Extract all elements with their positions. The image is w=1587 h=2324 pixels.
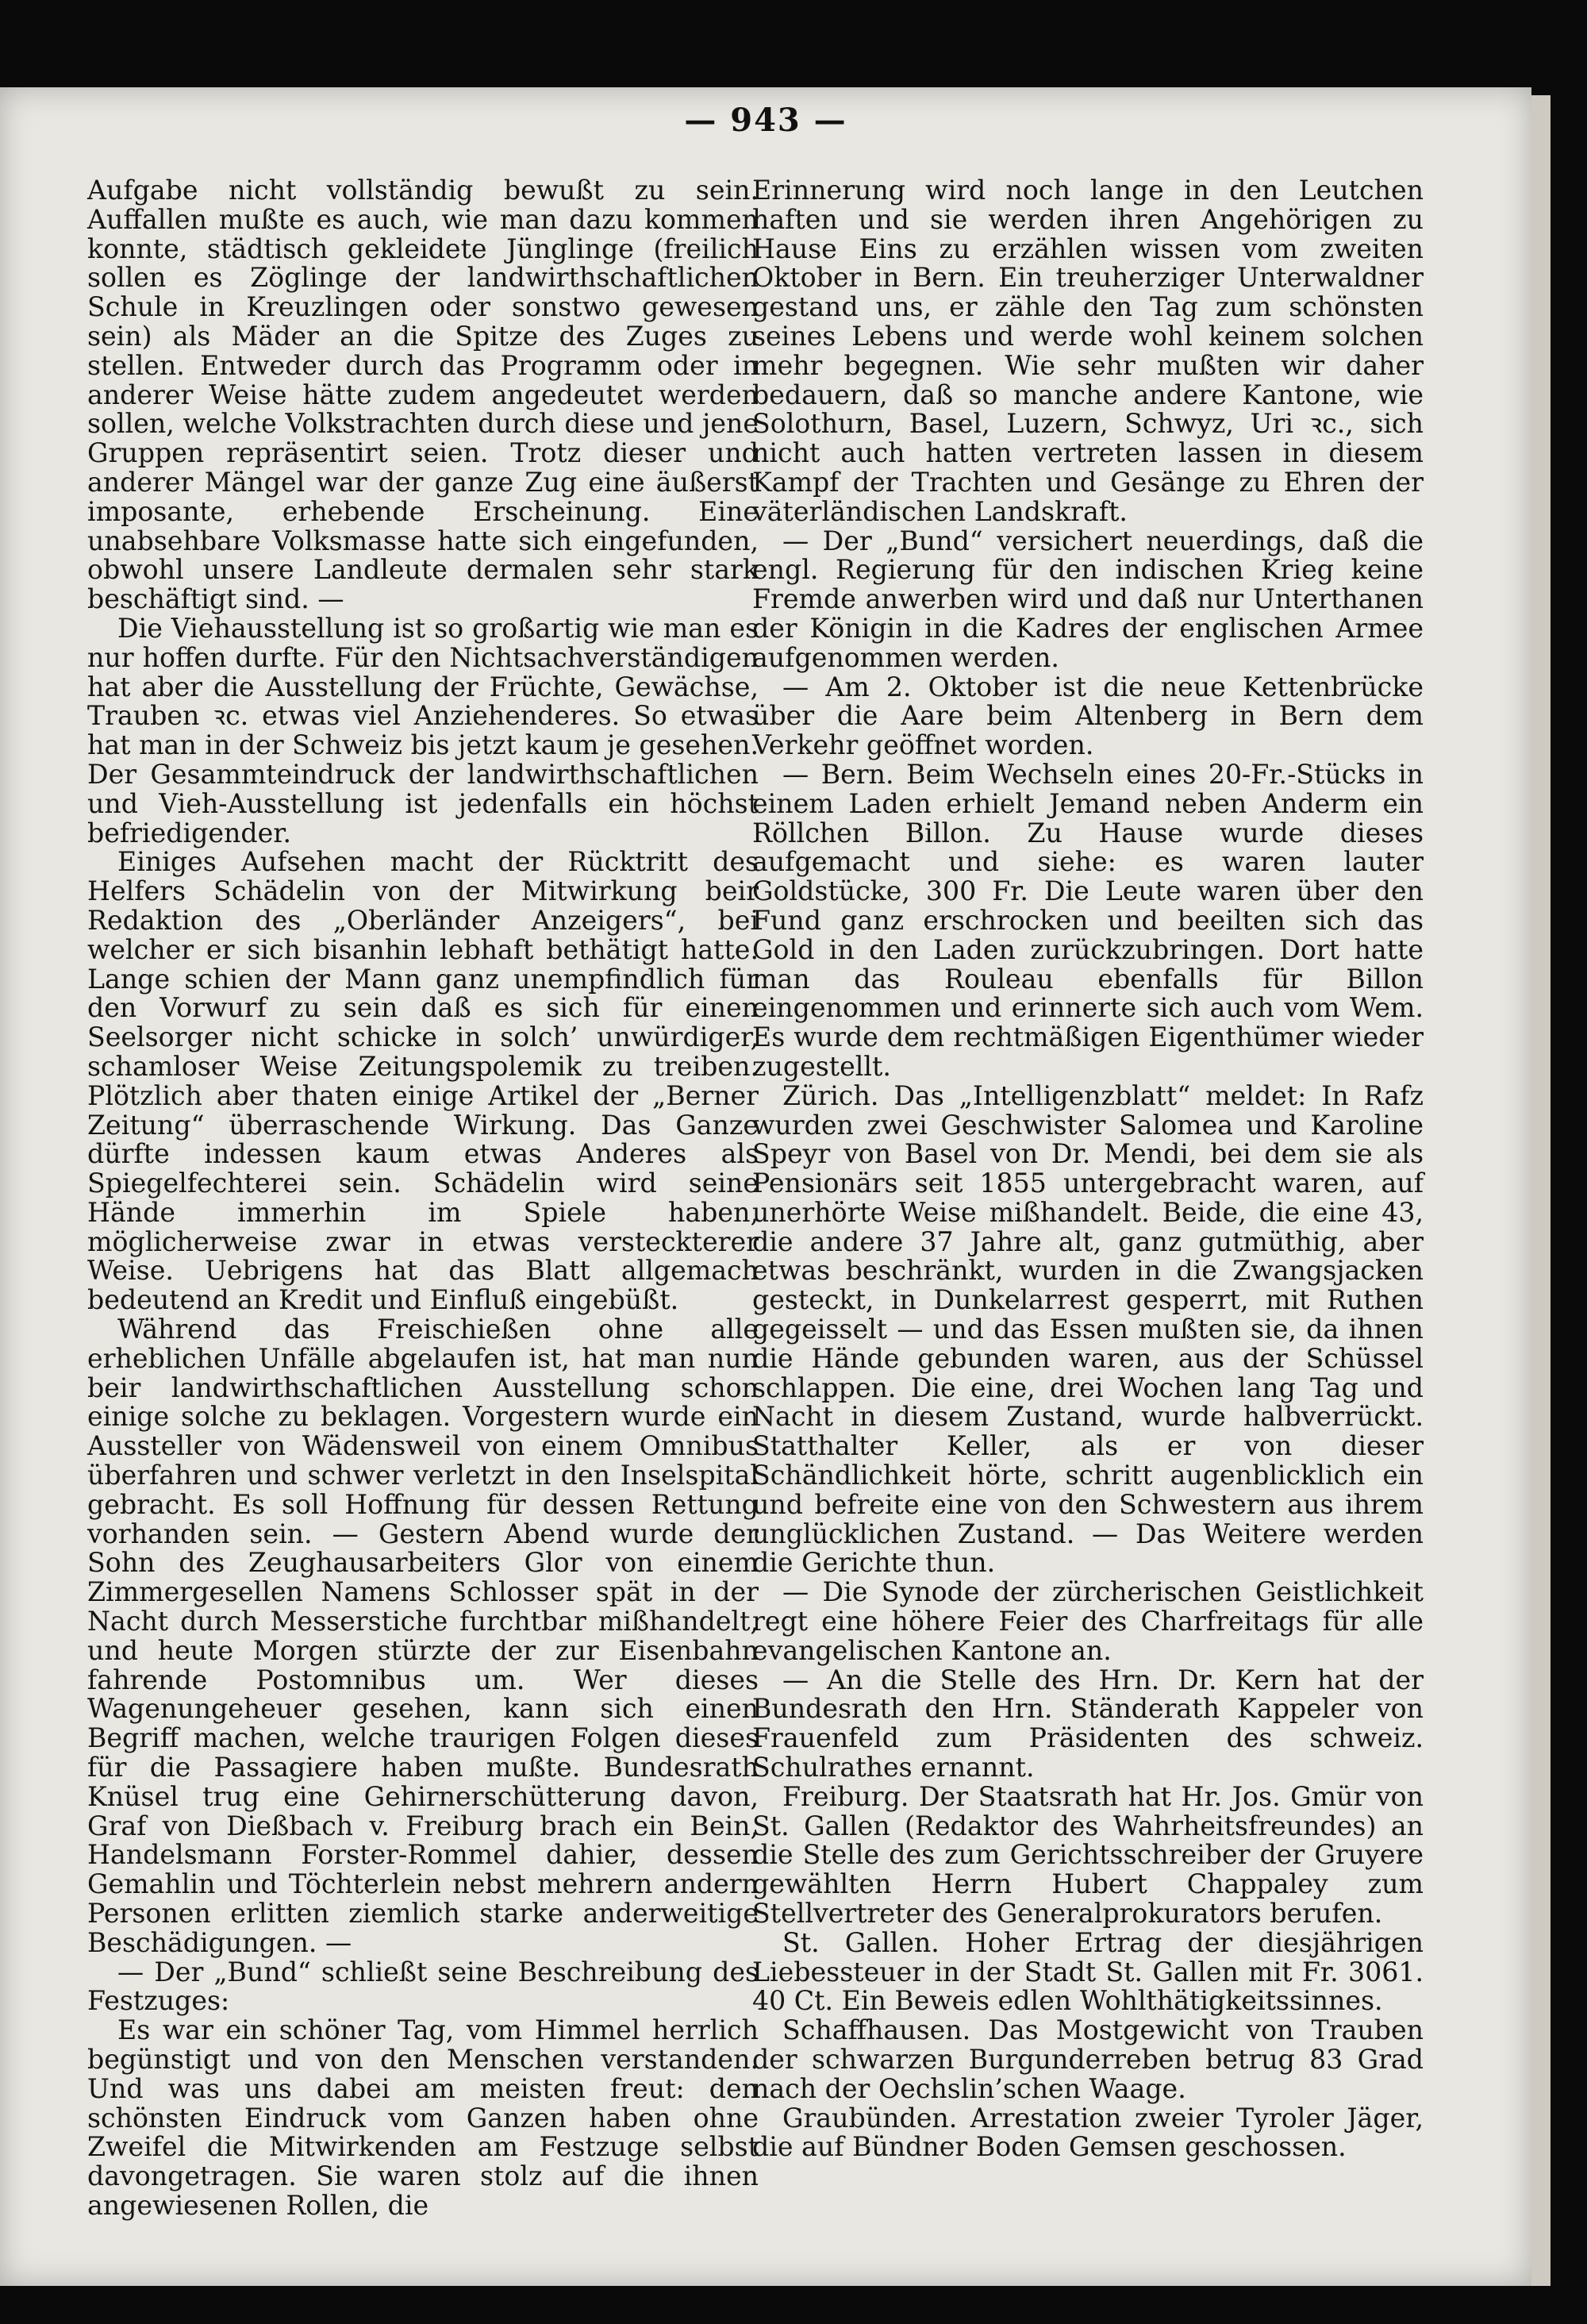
- paragraph: Einiges Aufsehen macht der Rücktritt des Helfers Schädelin von der Mitwirkung beir Redaktion des „Oberländer Anzeigers“, bei welcher er sich bisanhin lebhaft bethätigt hatte. Lange schien der Mann ganz unempfindlich für den Vorwurf zu sein daß es sich für einen Seelsorger nicht schicke in solch’ unwürdiger, schamloser Weise Zeitungspolemik zu treiben. Plötzlich aber thaten einige Artikel der „Berner Zeitung“ überraschende Wirkung. Das Ganze dürfte indessen kaum etwas Anderes als Spiegelfechterei sein. Schädelin wird seine Hände immerhin im Spiele haben, möglicherweise zwar in etwas versteckterer Weise. Uebrigens hat das Blatt allgemach bedeutend an Kredit und Einfluß eingebüßt.: [87, 846, 759, 1316]
- paragraph: — Der „Bund“ versichert neuerdings, daß die engl. Regierung für den indischen Krieg keine Fremde anwerben wird und daß nur Unterthanen der Königin in die Kadres der englischen Armee aufgenommen werden.: [752, 525, 1424, 673]
- paragraph: Freiburg. Der Staatsrath hat Hr. Jos. Gmür von St. Gallen (Redaktor des Wahrheitsfreundes) an die Stelle des zum Gerichtsschreiber der Gruyere gewählten Herrn Hubert Chappaley zum Stellvertreter des Generalprokurators berufen.: [752, 1780, 1424, 1930]
- column-divider: [741, 183, 743, 2183]
- paragraph: Die Viehausstellung ist so großartig wie man es nur hoffen durfte. Für den Nichtsachverständigen hat aber die Ausstellung der Früchte, Gewächse, Trauben ꝛc. etwas viel Anziehenderes. So etwas hat man in der Schweiz bis jetzt kaum je gesehen. Der Gesammteindruck der landwirthschaftlichen und Vieh-Ausstellung ist jedenfalls ein höchst befriedigender.: [87, 612, 759, 848]
- right-column: [752, 176, 1424, 2240]
- paragraph: — Die Synode der zürcherischen Geistlichkeit regt eine höhere Feier des Charfreitags für alle evangelischen Kantone an.: [752, 1576, 1424, 1666]
- left-column: [87, 176, 759, 2240]
- paragraph: — Bern. Beim Wechseln eines 20-Fr.-Stücks in einem Laden erhielt Jemand neben Anderm ein Röllchen Billon. Zu Hause wurde dieses aufgemacht und siehe: es waren lauter Goldstücke, 300 Fr. Die Leute waren über den Fund ganz erschrocken und beeilten sich das Gold in den Laden zurückzubringen. Dort hatte man das Rouleau ebenfalls für Billon eingenommen und erinnerte sich auch vom Wem. Es wurde dem rechtmäßigen Eigenthümer wieder zugestellt.: [752, 758, 1424, 1082]
- paragraph: Während das Freischießen ohne alle erheblichen Unfälle abgelaufen ist, hat man nun beir landwirthschaftlichen Ausstellung schon einige solche zu beklagen. Vorgestern wurde ein Aussteller von Wädensweil von einem Omnibus überfahren und schwer verletzt in den Inselspital gebracht. Es soll Hoffnung für dessen Rettung vorhanden sein. — Gestern Abend wurde der Sohn des Zeughausarbeiters Glor von einem Zimmergesellen Namens Schlosser spät in der Nacht durch Messerstiche furchtbar mißhandelt, und heute Morgen stürzte der zur Eisenbahn fahrende Postomnibus um. Wer dieses Wagenungeheuer gesehen, kann sich einen Begriff machen, welche traurigen Folgen dieses für die Passagiere haben mußte. Bundesrath Knüsel trug eine Gehirnerschütterung davon, Graf von Dießbach v. Freiburg brach ein Bein, Handelsmann Forster-Rommel dahier, dessen Gemahlin und Töchterlein nebst mehrern andern Personen erlitten ziemlich starke anderweitige Beschädigungen. —: [87, 1314, 759, 1958]
- paragraph: Es war ein schöner Tag, vom Himmel herrlich begünstigt und von den Menschen verstanden. Und was uns dabei am meisten freut: den schönsten Eindruck vom Ganzen haben ohne Zweifel die Mitwirkenden am Festzuge selbst davongetragen. Sie waren stolz auf die ihnen angewiesenen Rollen, die: [87, 2014, 759, 2221]
- paragraph: St. Gallen. Hoher Ertrag der diesjährigen Liebessteuer in der Stadt St. Gallen mit Fr. 3061. 40 Ct. Ein Beweis edlen Wohlthätigkeitssinnes.: [752, 1926, 1424, 2017]
- paragraph: — Am 2. Oktober ist die neue Kettenbrücke über die Aare beim Altenberg in Bern dem Verkehr geöffnet worden.: [752, 671, 1424, 761]
- paragraph: Erinnerung wird noch lange in den Leutchen haften und sie werden ihren Angehörigen zu Hause Eins zu erzählen wissen vom zweiten Oktober in Bern. Ein treuherziger Unterwaldner gestand uns, er zähle den Tag zum schönsten seines Lebens und werde wohl keinem solchen mehr begegnen. Wie sehr mußten wir daher bedauern, daß so manche andere Kantone, wie Solothurn, Basel, Luzern, Schwyz, Uri ꝛc., sich nicht auch hatten vertreten lassen in diesem Kampf der Trachten und Gesänge zu Ehren der väterländischen Landskraft.: [752, 175, 1424, 527]
- paragraph: — Der „Bund“ schließt seine Beschreibung des Festzuges:: [87, 1956, 759, 2017]
- paragraph: — An die Stelle des Hrn. Dr. Kern hat der Bundesrath den Hrn. Ständerath Kappeler von Frauenfeld zum Präsidenten des schweiz. Schulrathes ernannt.: [752, 1664, 1424, 1783]
- paragraph: Aufgabe nicht vollständig bewußt zu sein. Auffallen mußte es auch, wie man dazu kommen konnte, städtisch gekleidete Jünglinge (freilich sollen es Zöglinge der landwirthschaftlichen Schule in Kreuzlingen oder sonstwo gewesen sein) als Mäder an die Spitze des Zuges zu stellen. Entweder durch das Programm oder in anderer Weise hätte zudem angedeutet werden sollen, welche Volkstrachten durch diese und jene Gruppen repräsentirt seien. Trotz dieser und anderer Mängel war der ganze Zug eine äußerst imposante, erhebende Erscheinung. Eine unabsehbare Volksmasse hatte sich eingefunden, obwohl unsere Landleute dermalen sehr stark beschäftigt sind. —: [87, 175, 759, 615]
- paragraph: Graubünden. Arrestation zweier Tyroler Jäger, die auf Bündner Boden Gemsen geschossen.: [752, 2102, 1424, 2163]
- paragraph: Schaffhausen. Das Mostgewicht von Trauben der schwarzen Burgunderreben betrug 83 Grad nach der Oechslin’schen Waage.: [752, 2014, 1424, 2104]
- paragraph: Zürich. Das „Intelligenzblatt“ meldet: In Rafz wurden zwei Geschwister Salomea und Karoline Speyr von Basel von Dr. Mendi, bei dem sie als Pensionärs seit 1855 untergebracht waren, auf unerhörte Weise mißhandelt. Beide, die eine 43, die andere 37 Jahre alt, ganz gutmüthig, aber etwas beschränkt, wurden in die Zwangsjacken gesteckt, in Dunkelarrest gesperrt, mit Ruthen gegeisselt — und das Essen mußten sie, da ihnen die Hände gebunden waren, aus der Schüssel schlappen. Die eine, drei Wochen lang Tag und Nacht in diesem Zustand, wurde halbverrückt. Statthalter Keller, als er von dieser Schändlichkeit hörte, schritt augenblicklich ein und befreite eine von den Schwestern aus ihrem unglücklichen Zustand. — Das Weitere werden die Gerichte thun.: [752, 1079, 1424, 1579]
- page-number: — 943 —: [684, 102, 847, 139]
- paper-edge: [1530, 95, 1550, 2286]
